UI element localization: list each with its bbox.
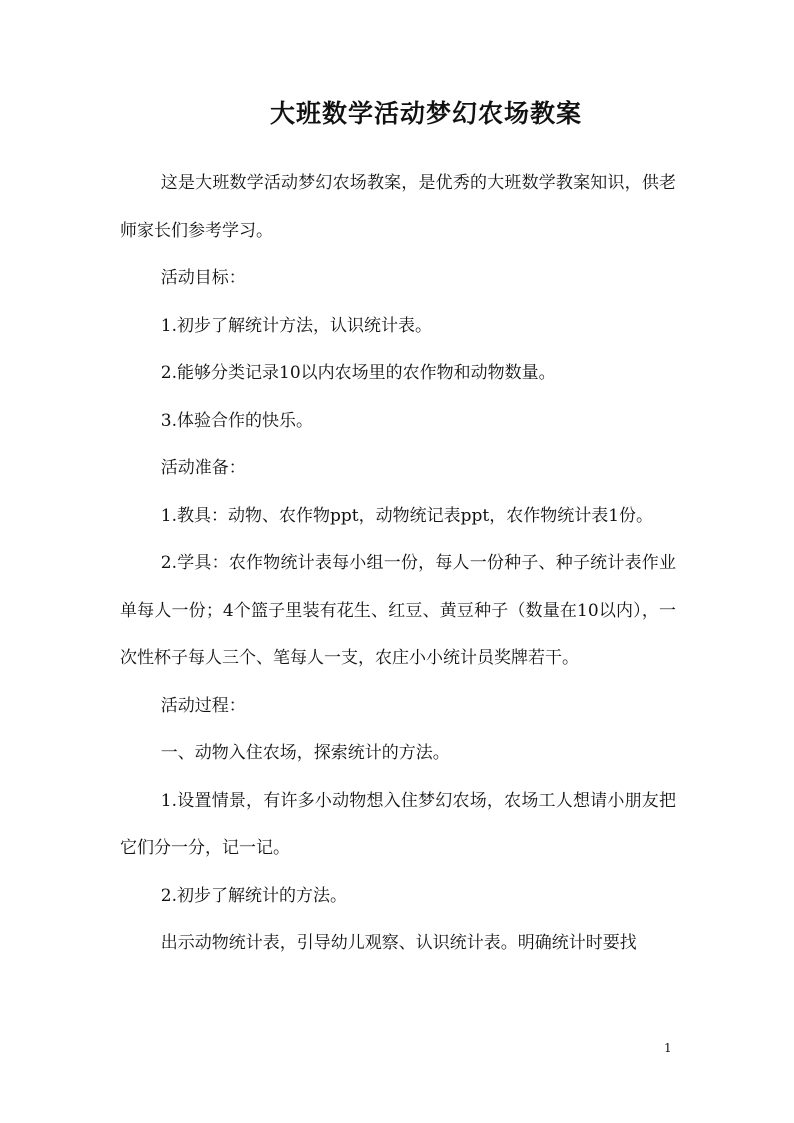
document-body <box>120 160 676 968</box>
paragraph-intro: 这是大班数学活动梦幻农场教案，是优秀的大班数学教案知识，供老师家长们参考学习。 <box>120 173 676 241</box>
process-step-2: 2.初步了解统计的方法。 <box>160 885 348 906</box>
process-step-2-detail: 出示动物统计表，引导幼儿观察、认识统计表。明确统计时要找 <box>160 933 637 953</box>
preparation-item-2: 2.学具：农作物统计表每小组一份，每人一份种子、种子统计表作业单每人一份；4个篮子里装有花生、红豆、黄豆种子（数量在10以内），一次性杯子每人三个、笔每人一支，农庄小小统计员奖牌若干。 <box>120 553 676 668</box>
process-step-1: 1.设置情景，有许多小动物想入住梦幻农场，农场工人想请小朋友把它们分一分，记一记。 <box>120 790 676 858</box>
goal-item-1: 1.初步了解统计方法，认识统计表。 <box>160 315 433 336</box>
preparation-item-1: 1.教具：动物、农作物ppt，动物统记表ppt，农作物统计表1份。 <box>160 505 654 526</box>
heading-activity-preparation: 活动准备： <box>160 458 246 478</box>
goal-item-3: 3.体验合作的快乐。 <box>160 410 314 431</box>
heading-activity-process: 活动过程： <box>160 695 246 716</box>
goal-item-2: 2.能够分类记录10以内农场里的农作物和动物数量。 <box>160 363 556 383</box>
heading-activity-goals: 活动目标： <box>160 268 246 288</box>
document-title: 大班数学活动梦幻农场教案 <box>269 99 582 128</box>
page-number: 1 <box>664 1041 672 1055</box>
process-section-1: 一、动物入住农场，探索统计的方法。 <box>160 743 450 763</box>
